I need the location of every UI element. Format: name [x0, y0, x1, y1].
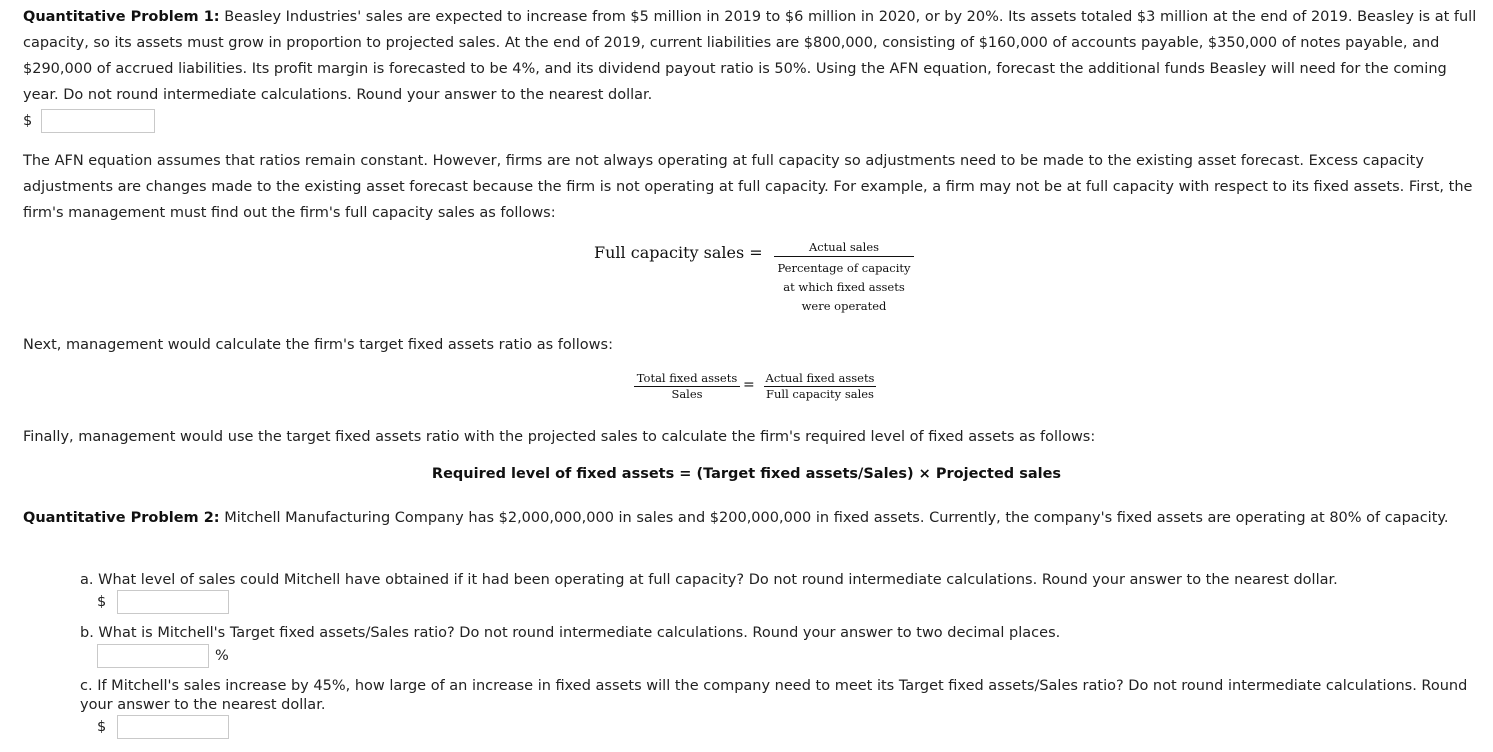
currency-symbol: $	[97, 594, 107, 610]
problem1-afn-input[interactable]	[41, 109, 155, 133]
equation2-left-fraction	[634, 372, 740, 402]
problem1-answer-row	[23, 109, 155, 133]
part-a-full-capacity-sales-input[interactable]	[117, 590, 229, 614]
problem1-paragraph	[23, 4, 1481, 108]
problem2-text: Mitchell Manufacturing Company has $2,000,000,000 in sales and $200,000,000 in fixed assets. Currently, the company's fixed assets are operating at 80% of capacity.	[219, 510, 1449, 526]
part-b-answer-row	[97, 644, 229, 668]
percent-symbol: %	[215, 648, 229, 664]
part-c-answer-row	[97, 715, 229, 739]
equation1-denominator-line: were operated	[801, 299, 887, 313]
equation2-right-denominator: Full capacity sales	[766, 387, 874, 401]
equation1-denominator-line: at which fixed assets	[783, 280, 905, 294]
problem1-heading: Quantitative Problem 1:	[23, 9, 220, 25]
equation1-denominator-line: Percentage of capacity	[777, 261, 911, 275]
finally-paragraph: Finally, management would use the target fixed assets ratio with the projected sales to calculate the firm's required level of fixed assets as follows:	[23, 429, 1096, 445]
part-c-fixed-assets-increase-input[interactable]	[117, 715, 229, 739]
currency-symbol: $	[23, 113, 33, 129]
equation1-numerator: Actual sales	[774, 240, 914, 257]
required-fixed-assets-formula: Required level of fixed assets = (Target fixed assets/Sales) × Projected sales	[431, 466, 1062, 482]
afn-intro-paragraph: The AFN equation assumes that ratios remain constant. However, firms are not always operating at full capacity so adjustments need to be made to the existing asset forecast. Excess capacity adjustments are changes made to the existing asset forecast because the firm is not operating at full capacity. For example, a firm may not be at full capacity with respect to its fixed assets. First, the firm's management must find out the firm's full capacity sales as follows:	[23, 153, 1473, 221]
currency-symbol: $	[97, 719, 107, 735]
part-a-answer-row	[97, 590, 229, 614]
part-b-question: b. What is Mitchell's Target fixed assets/Sales ratio? Do not round intermediate calculations. Round your answer to two decimal places.	[80, 625, 1061, 641]
equation2-right-fraction	[764, 372, 876, 402]
equation2-right-numerator: Actual fixed assets	[765, 371, 875, 385]
part-a-question: a. What level of sales could Mitchell have obtained if it had been operating at full capacity? Do not round intermediate calculations. Round your answer to the nearest dollar.	[80, 572, 1338, 588]
problem2-paragraph	[23, 505, 1481, 531]
equation1-fraction	[774, 240, 914, 316]
problem2-heading: Quantitative Problem 2:	[23, 510, 220, 526]
part-b-target-ratio-input[interactable]	[97, 644, 209, 668]
equation1-lhs: Full capacity sales =	[594, 243, 763, 262]
problem1-text: Beasley Industries' sales are expected to increase from $5 million in 2019 to $6 million in 2020, or by 20%. Its assets totaled $3 million at the end of 2019. Beasley is at full capacity, so its assets must grow in proportion to projected sales. At the end of 2019, current liabilities are $800,000, consisting of $160,000 of accounts payable, $350,000 of notes payable, and $290,000 of accrued liabilities. Its profit margin is forecasted to be 4%, and its dividend payout ratio is 50%. Using the AFN equation, forecast the additional funds Beasley will need for the coming year. Do not round intermediate calculations. Round your answer to the nearest dollar.	[23, 9, 1477, 103]
next-paragraph: Next, management would calculate the firm's target fixed assets ratio as follows:	[23, 337, 613, 353]
equation1-denominator	[774, 257, 914, 316]
equation2-equals: =	[743, 377, 755, 393]
part-c-question: c. If Mitchell's sales increase by 45%, how large of an increase in fixed assets will the company need to meet its Target fixed assets/Sales ratio? Do not round intermediate calculations. Round your answer to the nearest dollar.	[80, 678, 1468, 713]
equation2-left-numerator: Total fixed assets	[634, 372, 740, 387]
equation2-left-denominator: Sales	[671, 387, 703, 401]
